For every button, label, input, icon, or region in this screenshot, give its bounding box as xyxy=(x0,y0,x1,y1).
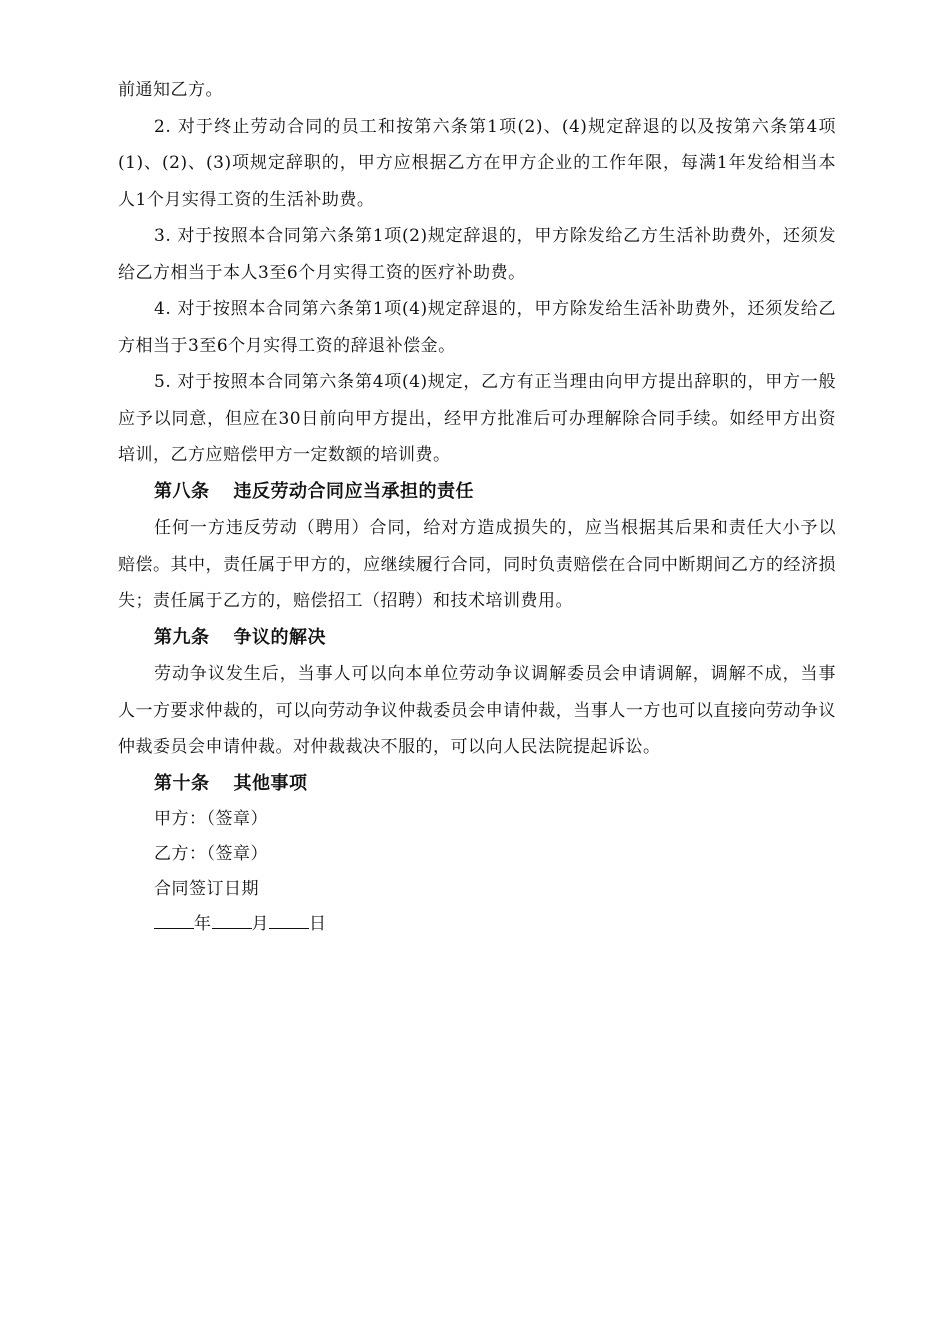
year-blank[interactable] xyxy=(154,912,194,929)
party-b-signature: 乙方：（签章） xyxy=(154,844,268,864)
paragraph-item-2: 2. 对于终止劳动合同的员工和按第六条第1项(2)、(4)规定辞退的以及按第六条第4项(1)、(2)、(3)项规定辞职的，甲方应根据乙方在甲方企业的工作年限，每满1年发给相当本人1个月实得工资的生活补助费。 xyxy=(118,116,836,210)
year-label: 年 xyxy=(194,914,212,934)
section-9-body: 劳动争议发生后，当事人可以向本单位劳动争议调解委员会申请调解，调解不成，当事人一方要求仲裁的，可以向劳动争议仲裁委员会申请仲裁，当事人一方也可以直接向劳动争议仲裁委员会申请仲裁。对仲裁裁决不服的，可以向人民法院提起诉讼。 xyxy=(118,664,836,757)
section-9-title: 争议的解决 xyxy=(233,626,326,648)
document-page xyxy=(118,72,836,942)
section-9-heading xyxy=(118,620,836,657)
section-8-heading xyxy=(118,474,836,511)
paragraph-item-5: 5. 对于按照本合同第六条第4项(4)规定，乙方有正当理由向甲方提出辞职的，甲方一般应予以同意，但应在30日前向甲方提出，经甲方批准后可办理解除合同手续。如经甲方出资培训，乙方应赔偿甲方一定数额的培训费。 xyxy=(118,372,836,465)
section-10-heading xyxy=(118,766,836,803)
sign-date-label: 合同签订日期 xyxy=(154,879,259,899)
month-label: 月 xyxy=(251,914,269,934)
party-a-signature: 甲方：（签章） xyxy=(154,809,268,829)
section-8-title: 违反劳动合同应当承担的责任 xyxy=(233,480,474,502)
day-blank[interactable] xyxy=(269,912,309,929)
section-10-title: 其他事项 xyxy=(233,772,308,794)
section-10-number: 第十条 xyxy=(154,772,210,794)
section-8-number: 第八条 xyxy=(154,480,210,502)
paragraph-item-3: 3. 对于按照本合同第六条第1项(2)规定辞退的，甲方除发给乙方生活补助费外，还须发给乙方相当于本人3至6个月实得工资的医疗补助费。 xyxy=(118,226,836,283)
sign-date-line xyxy=(118,907,836,942)
section-8-body: 任何一方违反劳动（聘用）合同，给对方造成损失的，应当根据其后果和责任大小予以赔偿。其中，责任属于甲方的，应继续履行合同，同时负责赔偿在合同中断期间乙方的经济损失；责任属于乙方的，赔偿招工（招聘）和技术培训费用。 xyxy=(118,518,836,611)
day-label: 日 xyxy=(309,914,327,934)
paragraph-item-4: 4. 对于按照本合同第六条第1项(4)规定辞退的，甲方除发给生活补助费外，还须发给乙方相当于3至6个月实得工资的辞退补偿金。 xyxy=(118,299,836,356)
month-blank[interactable] xyxy=(212,912,252,929)
section-9-number: 第九条 xyxy=(154,626,210,648)
paragraph-continuation: 前通知乙方。 xyxy=(118,80,223,100)
